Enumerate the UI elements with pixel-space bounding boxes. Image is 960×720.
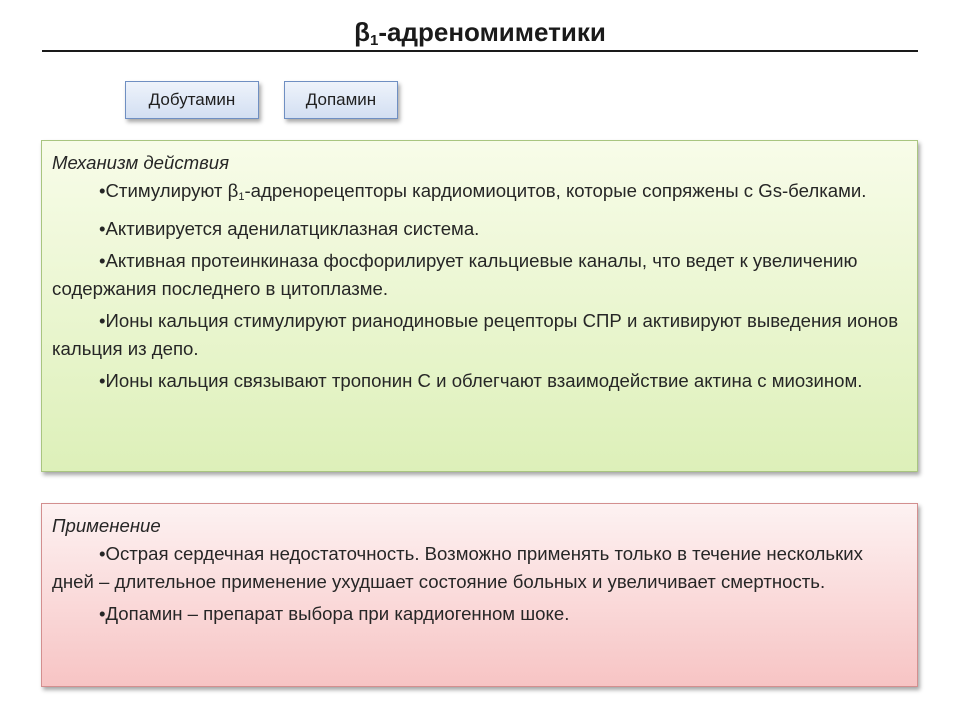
mechanism-bullet-1-sub: 1	[238, 191, 245, 203]
tag-dobutamine	[125, 81, 259, 119]
mechanism-panel	[41, 140, 918, 472]
application-panel	[41, 503, 918, 687]
tag-dobutamine-label: Добутамин	[148, 90, 236, 109]
mechanism-bullet-5: •Ионы кальция связывают тропонин С и облегчают взаимодействие актина с миозином.	[99, 370, 863, 391]
application-bullet-1: •Острая сердечная недостаточность. Возможно применять только в течение нескольких дней – длительное применение ухудшает состояние больных и увеличивает смертность.	[52, 543, 863, 592]
mechanism-bullet-2: •Активируется аденилатциклазная система.	[99, 218, 480, 239]
slide-title	[0, 14, 960, 59]
application-heading: Применение	[52, 515, 161, 536]
mechanism-bullet-1	[52, 177, 907, 211]
title-subscript: 1	[370, 32, 379, 49]
title-prefix: β	[354, 17, 371, 47]
title-suffix: -адреномиметики	[378, 17, 606, 47]
mechanism-bullet-3: •Активная протеинкиназа фосфорилирует кальциевые каналы, что ведет к увеличению содержания последнего в цитоплазме.	[52, 250, 858, 299]
mechanism-bullet-1-post: -адренорецепторы кардиомиоцитов, которые сопряжены с Gs-белками.	[244, 180, 867, 201]
mechanism-bullet-1-pre: •Стимулируют β	[99, 180, 239, 201]
title-divider	[42, 50, 918, 52]
mechanism-bullet-4: •Ионы кальция стимулируют рианодиновые рецепторы СПР и активируют выведения ионов кальция из депо.	[52, 310, 899, 359]
tag-dopamine-label: Допамин	[305, 90, 377, 109]
application-bullet-2: •Допамин – препарат выбора при кардиогенном шоке.	[99, 603, 570, 624]
tag-dopamine	[284, 81, 398, 119]
mechanism-heading: Механизм действия	[52, 152, 230, 173]
